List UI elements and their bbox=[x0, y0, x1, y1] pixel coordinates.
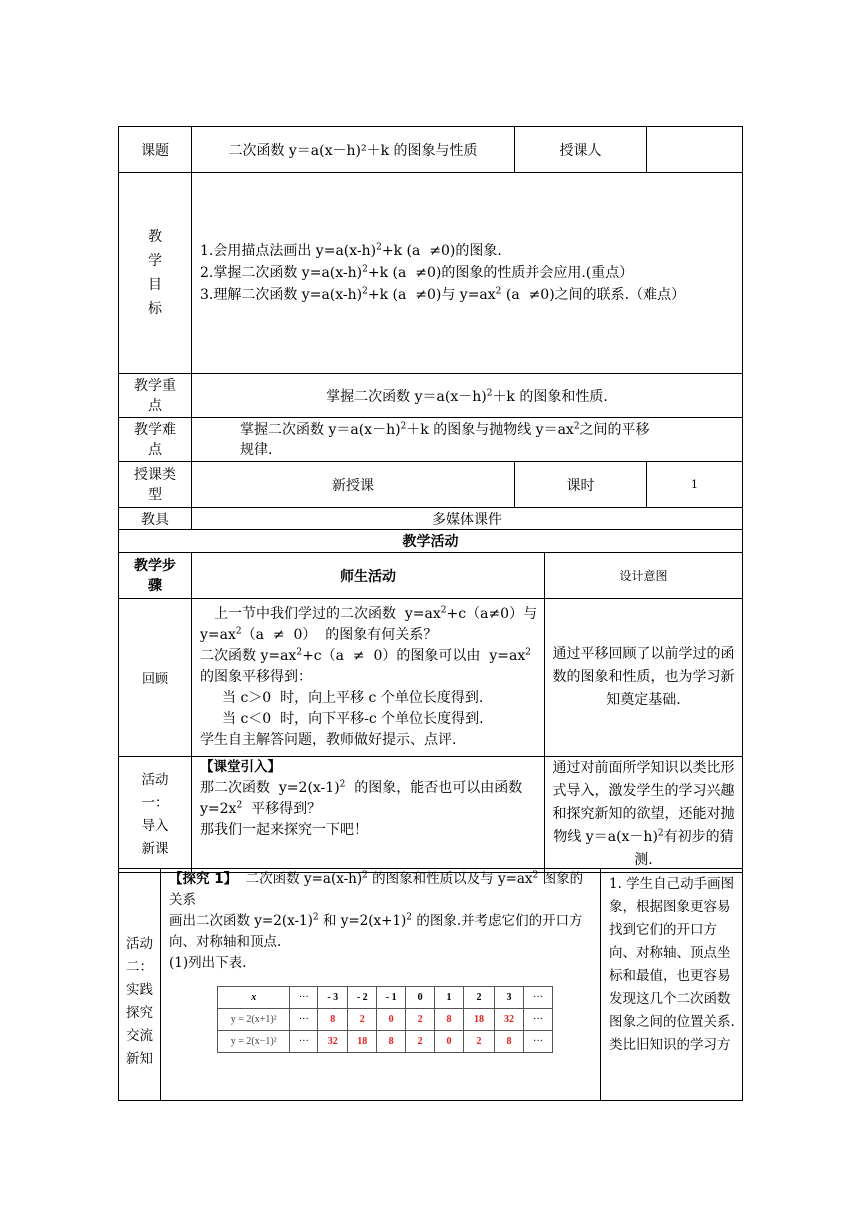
activity2-label-line: 新知 bbox=[126, 1051, 153, 1067]
activity2-content bbox=[161, 869, 601, 1101]
value-table-header-cell: - 1 bbox=[377, 987, 406, 1009]
topic-label: 课题 bbox=[119, 127, 192, 173]
value-table-cell: 32 bbox=[495, 1009, 524, 1031]
value-table-header-cell: - 2 bbox=[348, 987, 377, 1009]
activity1-label-line: 一： bbox=[141, 794, 169, 811]
activity2-label-line: 实践 bbox=[126, 982, 153, 998]
value-table-cell: 8 bbox=[495, 1031, 524, 1053]
key-point-row bbox=[119, 374, 743, 418]
review-content bbox=[192, 599, 545, 757]
difficulty-value: 掌握二次函数 $y=a(x-h)^2+k$ 的图象与抛物线 $y=ax^2$之间的平移 规律. bbox=[192, 418, 743, 462]
hours-value: 1 bbox=[647, 462, 743, 508]
value-table-cell: 8 bbox=[435, 1009, 464, 1031]
value-table-row bbox=[218, 1009, 553, 1031]
value-table-header-cell: 1 bbox=[435, 987, 464, 1009]
activity2-table bbox=[118, 868, 743, 1101]
value-table-cell: 2 bbox=[464, 1031, 495, 1053]
activities-header-row bbox=[119, 553, 743, 599]
activities-title-row bbox=[119, 530, 743, 553]
hours-label: 课时 bbox=[515, 462, 647, 508]
objectives-label-char: 目 bbox=[148, 277, 162, 293]
value-table bbox=[217, 986, 553, 1053]
value-table-cell: ··· bbox=[523, 1009, 552, 1031]
activity2-line: (1)列出下表. bbox=[169, 955, 247, 971]
value-table-header-cell: 0 bbox=[406, 987, 435, 1009]
value-table-cell: 8 bbox=[377, 1031, 406, 1053]
activity2-heading: 【探究 1】 bbox=[169, 871, 238, 887]
activity2-row bbox=[119, 869, 743, 1101]
teacher-label: 授课人 bbox=[515, 127, 647, 173]
value-table-cell: 2 bbox=[348, 1009, 377, 1031]
activity2-heading-line: 【探究 1】 二次函数 $y=a(x-h)^2$ 的图象和性质以及与 $y=ax^2$ 图象的关系 bbox=[169, 870, 584, 908]
activity1-label-line: 新课 bbox=[141, 840, 169, 857]
value-table-row bbox=[218, 1031, 553, 1053]
review-line: 上一节中我们学过的二次函数 $y=ax^2+c(a\ne 0)$与 bbox=[214, 605, 538, 622]
value-table-header bbox=[218, 987, 553, 1009]
objectives-label-char: 教 bbox=[148, 229, 162, 245]
review-row bbox=[119, 599, 743, 757]
activity1-row bbox=[119, 757, 743, 873]
objective-item: 3.理解二次函数 $y=a(x-h)^2+k$ (a ≠0)与 $y=ax^2$ (a ≠0)之间的联系.（难点） bbox=[200, 286, 686, 303]
value-table-cell: 2 bbox=[406, 1009, 435, 1031]
col-step-header: 教学步 骤 bbox=[119, 553, 192, 599]
review-line: $y=ax^2(a \ne 0)$ 的图象有何关系？ bbox=[200, 626, 438, 643]
lesson-type-row bbox=[119, 462, 743, 508]
objectives-label-char: 标 bbox=[148, 301, 162, 317]
activity1-line: 那我们一起来探究一下吧！ bbox=[200, 822, 368, 838]
value-table-cell: ··· bbox=[523, 1031, 552, 1053]
objectives-label-char: 学 bbox=[148, 253, 162, 269]
activity1-label-line: 导入 bbox=[141, 817, 169, 834]
objectives-row bbox=[119, 173, 743, 374]
objective-item: 1.会用描点法画出 $y=a(x-h)^2+k$ (a ≠0)的图象. bbox=[200, 242, 502, 259]
tools-label: 教具 bbox=[119, 508, 192, 530]
review-line: 当 c＞0 时，向上平移 c 个单位长度得到. bbox=[222, 690, 484, 706]
topic-value: 二次函数 y＝a(x－h)²＋k 的图象与性质 bbox=[192, 127, 515, 173]
value-table-cell: 8 bbox=[318, 1009, 348, 1031]
activity2-label-line: 活动 bbox=[126, 936, 153, 952]
activity2-label-line: 探究 bbox=[126, 1005, 153, 1021]
activity1-line: 那二次函数 $y=2(x-1)^2$ 的图象，能否也可以由函数 bbox=[200, 779, 523, 796]
col-teacher-header: 师生活动 bbox=[192, 553, 545, 599]
review-line: 二次函数 $y=ax^2+c(a \ne 0)$的图象可以由 $y=ax^2$ bbox=[200, 647, 531, 664]
key-point-label: 教学重 点 bbox=[119, 374, 192, 418]
activity1-heading: 【课堂引入】 bbox=[200, 759, 281, 775]
difficulty-label: 教学难 点 bbox=[119, 418, 192, 462]
value-table-row-label: y = 2(x−1)² bbox=[218, 1031, 290, 1053]
activity2-label-line: 二： bbox=[126, 959, 153, 975]
value-table-header-cell: ··· bbox=[523, 987, 552, 1009]
activity2-line: 画出二次函数 $y=2(x-1)^2$ 和 $y=2(x+1)^2$ 的图象.并考虑它们的开口方向、对称轴和顶点. bbox=[169, 912, 583, 950]
activity1-label bbox=[119, 757, 192, 873]
activity2-label-line: 交流 bbox=[126, 1028, 153, 1044]
value-table-cell: 18 bbox=[348, 1031, 377, 1053]
objectives-list bbox=[192, 173, 743, 374]
value-table-cell: ··· bbox=[290, 1009, 318, 1031]
lesson-type-value: 新授课 bbox=[192, 462, 515, 508]
value-table-header-cell: ··· bbox=[290, 987, 318, 1009]
activities-title: 教学活动 bbox=[119, 530, 743, 553]
topic-row bbox=[119, 127, 743, 173]
teacher-value bbox=[647, 127, 743, 173]
value-table-header-cell: 3 bbox=[495, 987, 524, 1009]
activity2-design: 1. 学生自己动手画图象，根据图象更容易找到它们的开口方向、对称轴、顶点坐标和最值，也更容易发现这几个二次函数图象之间的位置关系.类比旧知识的学习方 bbox=[601, 869, 743, 1101]
value-table-header-cell: - 3 bbox=[318, 987, 348, 1009]
activity1-line: $y=2x^2$ 平移得到？ bbox=[200, 800, 322, 817]
col-design-header: 设计意图 bbox=[545, 553, 743, 599]
review-line: 学生自主解答问题，教师做好提示、点评. bbox=[200, 732, 457, 748]
activity2-label bbox=[119, 869, 161, 1101]
tools-value: 多媒体课件 bbox=[192, 508, 743, 530]
lesson-type-label: 授课类 型 bbox=[119, 462, 192, 508]
review-design: 通过平移回顾了以前学过的函数的图象和性质，也为学习新知奠定基础. bbox=[545, 599, 743, 757]
activity1-content bbox=[192, 757, 545, 873]
value-table-cell: 0 bbox=[377, 1009, 406, 1031]
value-table-cell: 32 bbox=[318, 1031, 348, 1053]
objective-item: 2.掌握二次函数 $y=a(x-h)^2+k$ (a ≠0)的图象的性质并会应用.(重点） bbox=[200, 264, 634, 281]
key-point-value: 掌握二次函数 $y=a(x-h)^2+k$ 的图象和性质. bbox=[192, 374, 743, 418]
value-table-header-cell: 2 bbox=[464, 987, 495, 1009]
value-table-header-cell: x bbox=[218, 987, 290, 1009]
value-table-cell: ··· bbox=[290, 1031, 318, 1053]
review-label: 回顾 bbox=[119, 599, 192, 757]
lesson-plan-table bbox=[118, 126, 743, 873]
review-line: 的图象平移得到： bbox=[200, 669, 312, 685]
objectives-label bbox=[119, 173, 192, 374]
value-table-cell: 18 bbox=[464, 1009, 495, 1031]
review-line: 当 c＜0 时，向下平移-c 个单位长度得到. bbox=[222, 711, 484, 727]
difficulty-row bbox=[119, 418, 743, 462]
activity1-label-line: 活动 bbox=[141, 771, 169, 788]
value-table-cell: 0 bbox=[435, 1031, 464, 1053]
value-table-row-label: y = 2(x+1)² bbox=[218, 1009, 290, 1031]
activity1-design: 通过对前面所学知识以类比形式导入，激发学生的学习兴趣和探究新知的欲望，还能对抛物线 $y=a(x-h)^2$有初步的猜测. bbox=[545, 757, 743, 873]
value-table-cell: 2 bbox=[406, 1031, 435, 1053]
tools-row bbox=[119, 508, 743, 530]
